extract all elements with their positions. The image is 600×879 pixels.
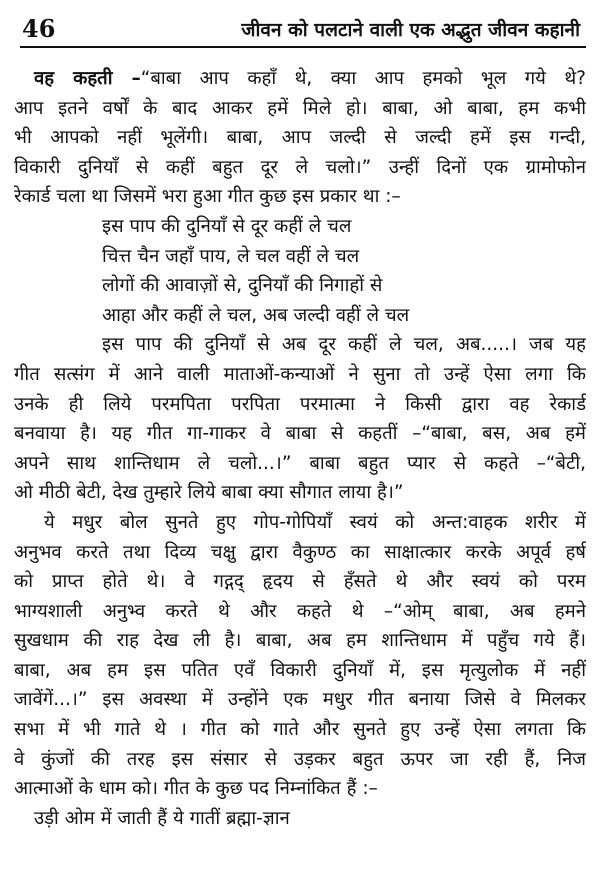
paragraph-line: विकारी दुनियाँ से कहीं बहुत दूर ले चलो।” उन्हीं दिनों एक ग्रामोफोन — [14, 156, 586, 178]
paragraph-line: को प्राप्त होते थे। वे गद्गद् हृदय से हँसते थे और स्वयं को परम — [14, 571, 586, 593]
speaker-label: वह कहती – — [34, 68, 141, 89]
page-number: 46 — [22, 14, 56, 43]
running-title: जीवन को पलटाने वाली एक अद्भुत जीवन कहानी — [241, 19, 580, 41]
paragraph-line: वे कुंजों की तरह इस संसार से उड़कर बहुत ऊपर जा रही हैं, निज — [14, 748, 586, 770]
paragraph-line: आत्माओं के धाम को। गीत के कुछ पद निम्नांकित हैं :– — [14, 778, 378, 800]
paragraph-line: आप इतने वर्षों के बाद आकर हमें मिले हो। बाबा, ओ बाबा, हम कभी — [14, 97, 586, 119]
paragraph-line: जावेंगें...।” इस अवस्था में उन्होंने एक मधुर गीत बनाया जिसे वे मिलकर — [14, 689, 586, 711]
paragraph-line: उनके ही लिये परमपिता परपिता परमात्मा ने किसी द्वारा वह रेकार्ड — [14, 393, 586, 415]
paragraph-line: सुखधाम की राह देख ली है। बाबा, अब हम शान्तिधाम में पहुँच गये हैं। — [14, 630, 586, 652]
paragraph-line: सभा में भी गाते थे । गीत को गाते और सुनते हुए उन्हें ऐसा लगता कि — [14, 719, 586, 741]
paragraph-line: अपने साथ शान्तिधाम ले चलो...।” बाबा बहुत प्यार से कहते –“बेटी, — [14, 452, 586, 474]
page-header — [20, 12, 586, 48]
paragraph-line: बनवाया है। यह गीत गा-गाकर वे बाबा से कहतीं –“बाबा, बस, अब हमें — [14, 423, 586, 445]
paragraph-line: भी आपको नहीं भूलेंगी। बाबा, आप जल्दी से जल्दी हमें इस गन्दी, — [14, 127, 586, 149]
song-verse-line: आहा और कहीं ले चल, अब जल्दी वहीं ले चल — [102, 304, 410, 326]
song-verse-line: लोगों की आवाज़ों से, दुनियाँ की निगाहों से — [102, 275, 383, 297]
paragraph-line: ये मधुर बोल सुनते हुए गोप-गोपियाँ स्वयं को अन्त:वाहक शरीर में — [44, 511, 586, 533]
paragraph-line: बाबा, अब हम इस पतित एवँ विकारी दुनियाँ में, इस मृत्युलोक में नहीं — [14, 659, 586, 681]
paragraph-line: रेकार्ड चला था जिसमें भरा हुआ गीत कुछ इस प्रकार था :– — [14, 186, 401, 208]
song-verse-line: इस पाप की दुनियाँ से अब दूर कहीं ले चल, अब.....। जब यह — [102, 334, 586, 356]
paragraph-line — [14, 64, 586, 94]
paragraph-line: भाग्यशाली अनुभ्व करते थे और कहते थे –“ओम् बाबा, अब हमने — [14, 600, 586, 622]
dialogue-text: “बाबा आप कहाँ थे, क्या आप हमको भूल गये थे? — [140, 68, 586, 89]
paragraph-line: गीत सत्संग में आने वाली माताओं-कन्याओं ने सुना तो उन्हें ऐसा लगा कि — [14, 363, 586, 385]
page-body — [14, 64, 586, 833]
paragraph-line: अनुभव करते तथा दिव्य चक्षु द्वारा वैकुण्ठ का साक्षात्कार करके अपूर्व हर्ष — [14, 541, 586, 563]
song-verse-line: चित्त चैन जहाँ पाय, ले चल वहीं ले चल — [102, 245, 360, 267]
paragraph-line: ओ मीठी बेटी, देख तुम्हारे लिये बाबा क्या सौगात लाया है।” — [14, 482, 404, 504]
song-verse-line: इस पाप की दुनियाँ से दूर कहीं ले चल — [102, 215, 352, 237]
song-verse-line: उड़ी ओम में जाती हैं ये गातीं ब्रह्मा-ज्ञान — [34, 807, 290, 829]
